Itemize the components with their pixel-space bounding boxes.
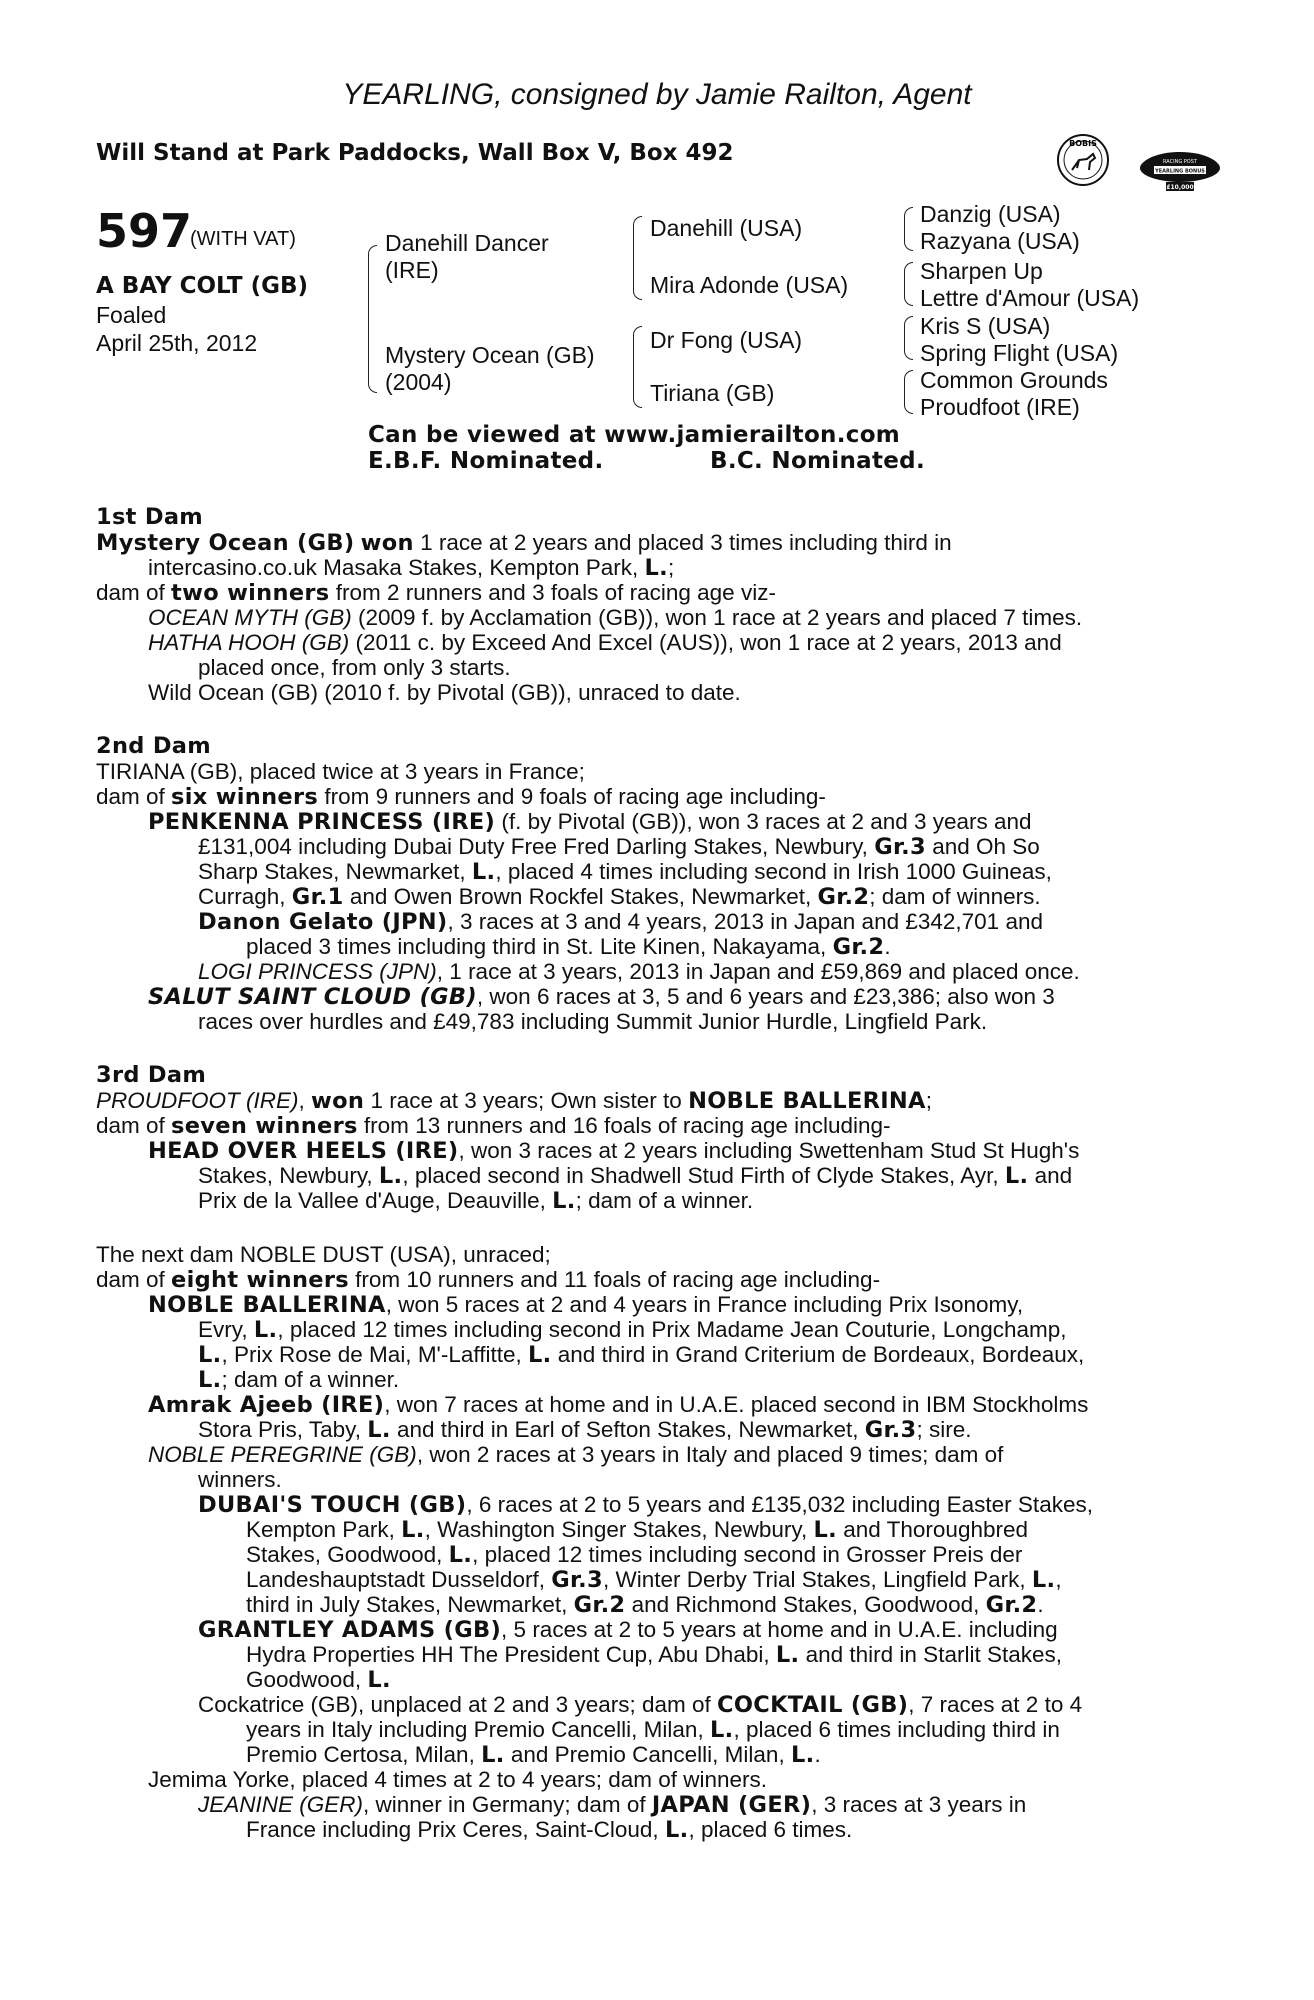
dam1-line: placed once, from only 3 starts. — [198, 655, 511, 680]
next-dam-line: JEANINE (GER), winner in Germany; dam of JAPAN (GER), 3 races at 3 years in — [198, 1792, 1027, 1818]
brace-g4 — [904, 370, 913, 414]
next-dam-line: DUBAI'S TOUCH (GB), 6 races at 2 to 5 years and £135,032 including Easter Stakes, — [198, 1492, 1093, 1518]
next-dam-line: years in Italy including Premio Cancelli, Milan, L., placed 6 times including third in — [246, 1717, 1060, 1743]
sire-name: Danehill Dancer — [385, 230, 549, 256]
dam-sire: Dr Fong (USA) — [650, 327, 803, 353]
dam2-line: Sharp Stakes, Newmarket, L., placed 4 times including second in Irish 1000 Guineas, — [198, 859, 1052, 885]
dam2-line: dam of six winners from 9 runners and 9 foals of racing age including- — [96, 784, 826, 810]
view-link[interactable]: Can be viewed at www.jamierailton.com — [368, 422, 901, 448]
next-dam-line: third in July Stakes, Newmarket, Gr.2 and Richmond Stakes, Goodwood, Gr.2. — [246, 1592, 1044, 1618]
pedigree-brace-sire — [633, 216, 642, 300]
dam1-line: Mystery Ocean (GB) won 1 race at 2 years and placed 3 times including third in — [96, 530, 952, 556]
dam3-heading: 3rd Dam — [96, 1062, 207, 1088]
vat-note: (WITH VAT) — [190, 228, 296, 250]
dam-year: (2004) — [385, 369, 452, 395]
dam2-line: Danon Gelato (JPN), 3 races at 3 and 4 years, 2013 in Japan and £342,701 and — [198, 909, 1043, 935]
racing-post-text: RACING POST — [1163, 159, 1197, 165]
brace-g3 — [904, 316, 913, 360]
next-dam-line: Landeshauptstadt Dusseldorf, Gr.3, Winter Derby Trial Stakes, Lingfield Park, L., — [246, 1567, 1062, 1593]
pedigree-sdd: Lettre d'Amour (USA) — [920, 285, 1140, 311]
dam3-line: HEAD OVER HEELS (IRE), won 3 races at 2 years including Swettenham Stud St Hugh's — [148, 1138, 1080, 1164]
bc-nominated: B.C. Nominated. — [710, 448, 925, 474]
next-dam-line: Stora Pris, Taby, L. and third in Earl of Sefton Stakes, Newmarket, Gr.3; sire. — [198, 1417, 972, 1443]
dam3-line: Prix de la Vallee d'Auge, Deauville, L.; dam of a winner. — [198, 1188, 754, 1214]
dam1-line: Wild Ocean (GB) (2010 f. by Pivotal (GB)), unraced to date. — [148, 680, 741, 705]
next-dam-line: Hydra Properties HH The President Cup, Abu Dhabi, L. and third in Starlit Stakes, — [246, 1642, 1062, 1668]
dam1-heading: 1st Dam — [96, 504, 204, 530]
dam-name: Mystery Ocean (GB) — [96, 530, 355, 556]
stand-location: Will Stand at Park Paddocks, Wall Box V, Box 492 — [96, 140, 734, 166]
next-dam-line: Stakes, Goodwood, L., placed 12 times including second in Grosser Preis der — [246, 1542, 1023, 1568]
next-dam-line: Amrak Ajeeb (IRE), won 7 races at home and in U.A.E. placed second in IBM Stockholms — [148, 1392, 1089, 1418]
next-dam-line: France including Prix Ceres, Saint-Cloud, L., placed 6 times. — [246, 1817, 853, 1843]
dam2-line: TIRIANA (GB), placed twice at 3 years in France; — [96, 759, 585, 784]
next-dam-line: The next dam NOBLE DUST (USA), unraced; — [96, 1242, 551, 1267]
lot-number: 597 — [96, 204, 193, 258]
next-dam-line: Goodwood, L. — [246, 1667, 391, 1693]
dam2-heading: 2nd Dam — [96, 733, 212, 759]
pedigree-brace-main — [368, 245, 377, 393]
dam1-line: HATHA HOOH (GB) (2011 c. by Exceed And Excel (AUS)), won 1 race at 2 years, 2013 and — [148, 630, 1062, 655]
dam1-line: dam of two winners from 2 runners and 3 foals of racing age viz- — [96, 580, 776, 606]
bobis-logo — [1055, 132, 1111, 188]
dam2-line: £131,004 including Dubai Duty Free Fred Darling Stakes, Newbury, Gr.3 and Oh So — [198, 834, 1040, 860]
next-dam-line: NOBLE PEREGRINE (GB), won 2 races at 3 years in Italy and placed 9 times; dam of — [148, 1442, 1004, 1467]
pedigree-ssd: Razyana (USA) — [920, 228, 1080, 254]
dam2-line: races over hurdles and £49,783 including Summit Junior Hurdle, Lingfield Park. — [198, 1009, 988, 1034]
dam-name: Mystery Ocean (GB) — [385, 342, 595, 368]
won-word: won — [360, 530, 414, 556]
next-dam-line: L., Prix Rose de Mai, M'-Laffitte, L. and third in Grand Criterium de Bordeaux, Bordeaux, — [198, 1342, 1085, 1368]
dam-dam: Tiriana (GB) — [650, 380, 775, 406]
foaled-label: Foaled — [96, 302, 167, 328]
next-dam-line: Premio Certosa, Milan, L. and Premio Cancelli, Milan, L.. — [246, 1742, 821, 1768]
page-header: YEARLING, consigned by Jamie Railton, Agent — [342, 78, 972, 111]
dam1-line: OCEAN MYTH (GB) (2009 f. by Acclamation (GB)), won 1 race at 2 years and placed 7 times. — [148, 605, 1083, 630]
pedigree-dds: Common Grounds — [920, 367, 1108, 393]
pedigree-dss: Kris S (USA) — [920, 313, 1051, 339]
foaled-date: April 25th, 2012 — [96, 330, 258, 356]
pedigree-sss: Danzig (USA) — [920, 201, 1061, 227]
brace-g2 — [904, 262, 913, 306]
pedigree-dsd: Spring Flight (USA) — [920, 340, 1119, 366]
pedigree-brace-dam — [633, 326, 642, 408]
next-dam-line: dam of eight winners from 10 runners and 11 foals of racing age including- — [96, 1267, 881, 1293]
sire-dam: Mira Adonde (USA) — [650, 272, 849, 298]
lot-name: A BAY COLT (GB) — [96, 273, 309, 299]
dam3-line: Stakes, Newbury, L., placed second in Shadwell Stud Firth of Clyde Stakes, Ayr, L. and — [198, 1163, 1073, 1189]
sire-sire: Danehill (USA) — [650, 215, 803, 241]
dam3-line: dam of seven winners from 13 runners and 16 foals of racing age including- — [96, 1113, 891, 1139]
dam2-line: Curragh, Gr.1 and Owen Brown Rockfel Stakes, Newmarket, Gr.2; dam of winners. — [198, 884, 1041, 910]
pedigree-sds: Sharpen Up — [920, 258, 1043, 284]
yearling-bonus-badge — [1138, 146, 1222, 196]
bobis-text: BOBIS — [1069, 139, 1097, 148]
dam2-line: LOGI PRINCESS (JPN), 1 race at 3 years, 2013 in Japan and £59,869 and placed once. — [198, 959, 1080, 984]
pedigree-ddd: Proudfoot (IRE) — [920, 394, 1080, 420]
dam3-line: PROUDFOOT (IRE), won 1 race at 3 years; Own sister to NOBLE BALLERINA; — [96, 1088, 933, 1114]
next-dam-line: winners. — [198, 1467, 282, 1492]
dam2-line: placed 3 times including third in St. Lite Kinen, Nakayama, Gr.2. — [246, 934, 891, 960]
next-dam-line: Cockatrice (GB), unplaced at 2 and 3 years; dam of COCKTAIL (GB), 7 races at 2 to 4 — [198, 1692, 1083, 1718]
next-dam-line: Evry, L., placed 12 times including second in Prix Madame Jean Couturie, Longchamp, — [198, 1317, 1067, 1343]
dam2-line: SALUT SAINT CLOUD (GB), won 6 races at 3, 5 and 6 years and £23,386; also won 3 — [148, 984, 1055, 1010]
brace-g1 — [904, 207, 913, 251]
yearling-bonus-text: YEARLING BONUS — [1155, 168, 1205, 175]
sire-country: (IRE) — [385, 257, 439, 283]
dam2-line: PENKENNA PRINCESS (IRE) (f. by Pivotal (GB)), won 3 races at 2 and 3 years and — [148, 809, 1032, 835]
next-dam-line: NOBLE BALLERINA, won 5 races at 2 and 4 years in France including Prix Isonomy, — [148, 1292, 1024, 1318]
next-dam-line: L.; dam of a winner. — [198, 1367, 400, 1393]
ebf-nominated: E.B.F. Nominated. — [368, 448, 604, 474]
bonus-amount-text: £10,000 — [1166, 184, 1194, 191]
dam1-line: intercasino.co.uk Masaka Stakes, Kempton Park, L.; — [148, 555, 675, 581]
next-dam-line: Jemima Yorke, placed 4 times at 2 to 4 years; dam of winners. — [148, 1767, 768, 1792]
next-dam-line: Kempton Park, L., Washington Singer Stakes, Newbury, L. and Thoroughbred — [246, 1517, 1029, 1543]
next-dam-line: GRANTLEY ADAMS (GB), 5 races at 2 to 5 years at home and in U.A.E. including — [198, 1617, 1058, 1643]
